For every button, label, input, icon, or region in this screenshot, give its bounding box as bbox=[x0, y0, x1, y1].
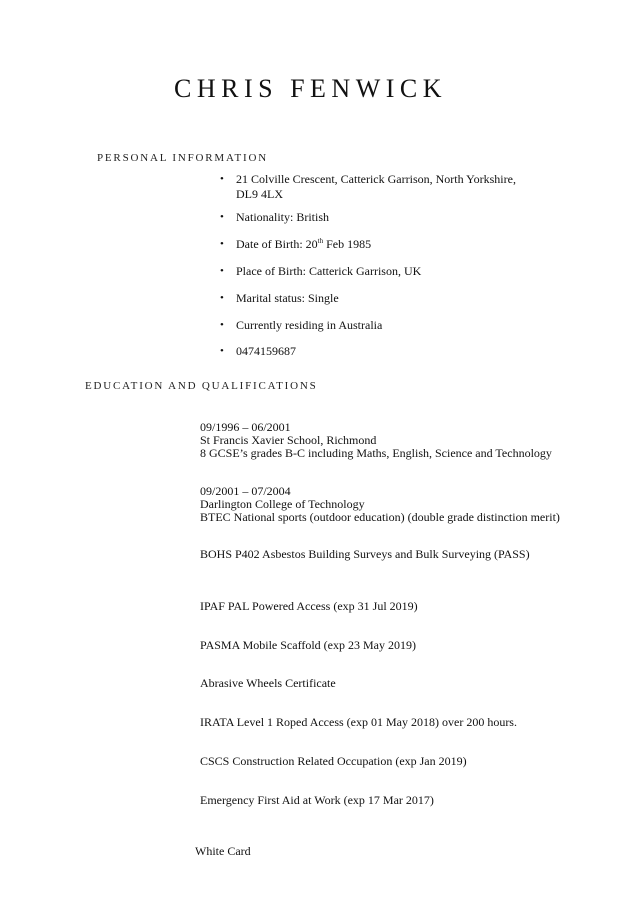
phone-text: 0474159687 bbox=[236, 344, 296, 358]
place-of-birth-text: Place of Birth: Catterick Garrison, UK bbox=[236, 264, 422, 278]
address-line-1: 21 Colville Crescent, Catterick Garrison, North Yorkshire, bbox=[236, 172, 516, 186]
school-2-institution: Darlington College of Technology bbox=[200, 497, 365, 511]
dob-prefix: Date of Birth: 20 bbox=[236, 237, 318, 251]
dob-suffix: Feb 1985 bbox=[323, 237, 372, 251]
education-entry-school-1 bbox=[200, 421, 552, 460]
marital-status-text: Marital status: Single bbox=[236, 291, 339, 305]
bullet-icon: • bbox=[220, 265, 224, 277]
education-entry-school-2 bbox=[200, 485, 560, 524]
bullet-phone bbox=[220, 344, 536, 359]
bullet-icon: • bbox=[220, 345, 224, 357]
bullet-marital-status bbox=[220, 291, 536, 306]
cert-irata: IRATA Level 1 Roped Access (exp 01 May 2018) over 200 hours. bbox=[200, 715, 517, 729]
residing-text: Currently residing in Australia bbox=[236, 318, 383, 332]
bullet-icon: • bbox=[220, 292, 224, 304]
cert-ipaf-pal: IPAF PAL Powered Access (exp 31 Jul 2019) bbox=[200, 599, 418, 613]
bullet-residing bbox=[220, 318, 536, 333]
address-line-2: DL9 4LX bbox=[236, 187, 283, 201]
cert-abrasive-wheels: Abrasive Wheels Certificate bbox=[200, 676, 336, 690]
bullet-icon: • bbox=[220, 211, 224, 223]
dob-superscript: th bbox=[317, 237, 324, 245]
cert-white-card: White Card bbox=[195, 844, 251, 858]
cert-first-aid: Emergency First Aid at Work (exp 17 Mar 2017) bbox=[200, 793, 434, 807]
candidate-name: CHRIS FENWICK bbox=[174, 74, 448, 103]
cert-bohs-p402: BOHS P402 Asbestos Building Surveys and Bulk Surveying (PASS) bbox=[200, 547, 530, 561]
school-2-detail: BTEC National sports (outdoor education) (double grade distinction merit) bbox=[200, 510, 560, 524]
education-heading: EDUCATION AND QUALIFICATIONS bbox=[85, 380, 318, 392]
school-1-dates: 09/1996 – 06/2001 bbox=[200, 420, 291, 434]
school-1-detail: 8 GCSE’s grades B-C including Maths, English, Science and Technology bbox=[200, 446, 552, 460]
school-1-institution: St Francis Xavier School, Richmond bbox=[200, 433, 377, 447]
cert-cscs: CSCS Construction Related Occupation (exp Jan 2019) bbox=[200, 754, 467, 768]
bullet-address bbox=[220, 172, 536, 202]
bullet-date-of-birth bbox=[220, 237, 536, 252]
cert-pasma: PASMA Mobile Scaffold (exp 23 May 2019) bbox=[200, 638, 416, 652]
personal-information-heading: PERSONAL INFORMATION bbox=[97, 152, 268, 164]
bullet-icon: • bbox=[220, 173, 224, 185]
nationality-text: Nationality: British bbox=[236, 210, 329, 224]
bullet-nationality bbox=[220, 210, 536, 225]
bullet-icon: • bbox=[220, 238, 224, 250]
bullet-place-of-birth bbox=[220, 264, 536, 279]
bullet-icon: • bbox=[220, 319, 224, 331]
school-2-dates: 09/2001 – 07/2004 bbox=[200, 484, 291, 498]
